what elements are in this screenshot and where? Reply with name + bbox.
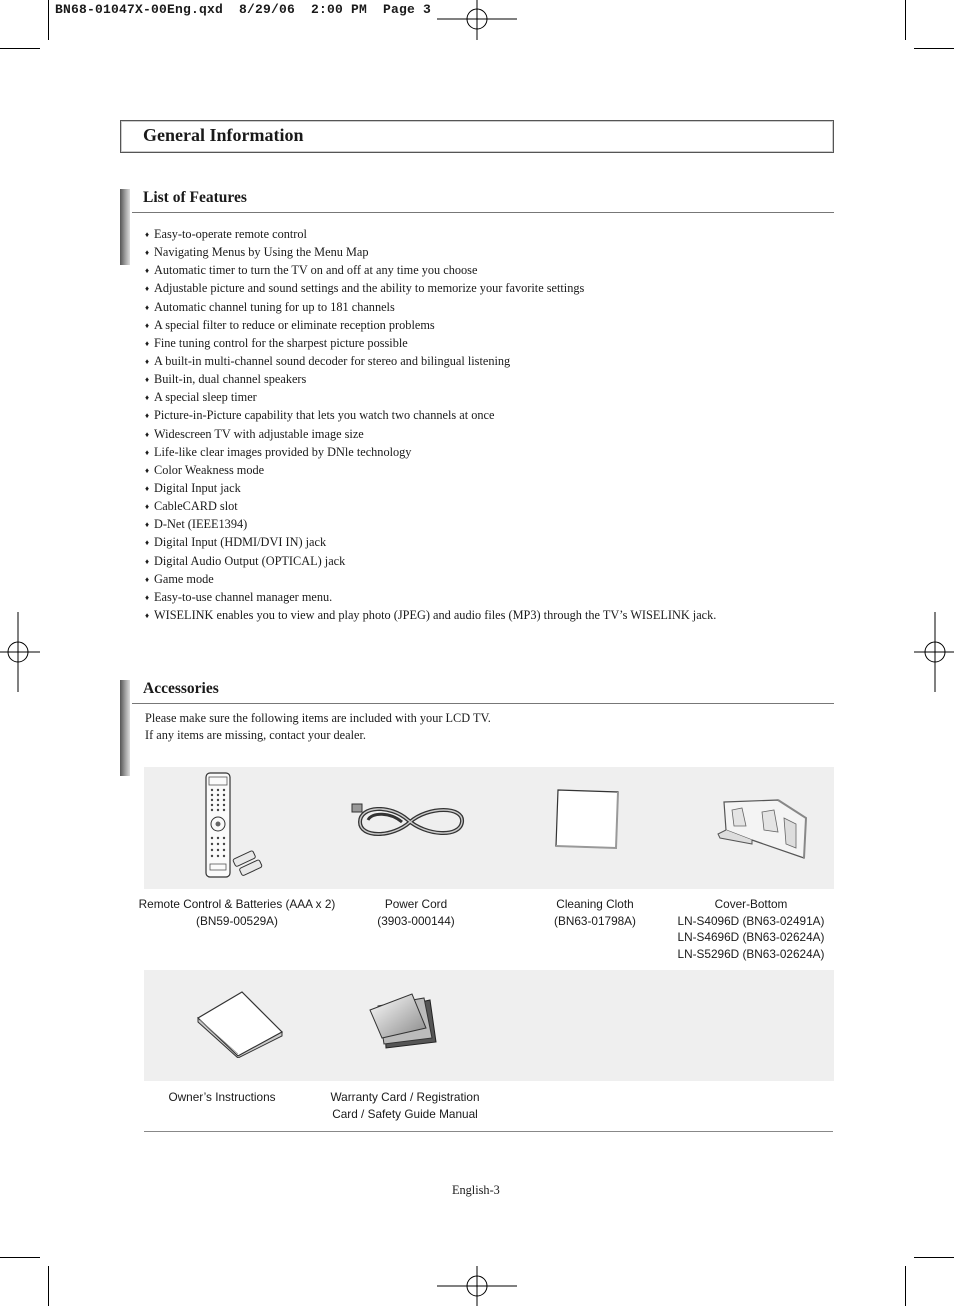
caption-owners-instructions: Owner’s Instructions bbox=[168, 1090, 276, 1104]
diamond-bullet-icon: ♦ bbox=[145, 393, 150, 403]
feature-text: CableCARD slot bbox=[154, 499, 238, 514]
feature-item bbox=[145, 279, 716, 297]
feature-text: Built-in, dual channel speakers bbox=[154, 372, 307, 387]
caption-cleaning-cloth: Cleaning Cloth (BN63-01798A) bbox=[554, 897, 636, 928]
feature-item bbox=[145, 334, 716, 352]
diamond-bullet-icon: ♦ bbox=[145, 447, 150, 457]
feature-item bbox=[145, 552, 716, 570]
diamond-bullet-icon: ♦ bbox=[145, 610, 150, 620]
feature-text: WISELINK enables you to view and play photo (JPEG) and audio files (MP3) through the TV’s WISELINK jack. bbox=[154, 607, 717, 622]
feature-item bbox=[145, 352, 716, 370]
feature-text: Easy-to-operate remote control bbox=[154, 227, 307, 241]
feature-item bbox=[145, 606, 716, 624]
feature-item bbox=[145, 588, 716, 606]
feature-text: Digital Audio Output (OPTICAL) jack bbox=[154, 553, 346, 568]
page-title: General Information bbox=[143, 125, 304, 145]
owners-instructions-icon bbox=[194, 988, 286, 1058]
diamond-bullet-icon: ♦ bbox=[145, 356, 150, 366]
diamond-bullet-icon: ♦ bbox=[145, 429, 150, 439]
diamond-bullet-icon: ♦ bbox=[145, 302, 150, 312]
diamond-bullet-icon: ♦ bbox=[145, 465, 150, 475]
features-section-title: List of Features bbox=[143, 189, 247, 206]
registration-mark-right bbox=[914, 612, 954, 692]
caption-warranty-card: Warranty Card / Registration Card / Safety Guide Manual bbox=[330, 1090, 480, 1121]
diamond-bullet-icon: ♦ bbox=[145, 592, 150, 602]
feature-list bbox=[145, 225, 716, 624]
feature-text: A special sleep timer bbox=[154, 390, 257, 405]
feature-text: Navigating Menus by Using the Menu Map bbox=[154, 245, 369, 260]
feature-item bbox=[145, 243, 716, 261]
diamond-bullet-icon: ♦ bbox=[145, 538, 150, 548]
feature-text: A built-in multi-channel sound decoder for stereo and bilingual listening bbox=[154, 353, 511, 368]
diamond-bullet-icon: ♦ bbox=[145, 375, 150, 385]
feature-text: Digital Input jack bbox=[154, 480, 241, 495]
feature-text: Picture-in-Picture capability that lets you watch two channels at once bbox=[154, 408, 495, 423]
accessories-intro-line1: Please make sure the following items are included with your LCD TV. bbox=[145, 711, 491, 725]
registration-mark-bottom bbox=[437, 1266, 517, 1306]
feature-item bbox=[145, 533, 716, 551]
caption-remote-control: Remote Control & Batteries (AAA x 2) (BN59-00529A) bbox=[138, 897, 336, 928]
features-section-rule bbox=[132, 212, 834, 213]
page-title-box bbox=[120, 120, 834, 153]
feature-item bbox=[145, 225, 716, 243]
remote-control-icon bbox=[196, 770, 266, 880]
feature-text: D-Net (IEEE1394) bbox=[154, 517, 248, 532]
registration-mark-left bbox=[0, 612, 40, 692]
feature-item bbox=[145, 298, 716, 316]
accessories-intro-line2: If any items are missing, contact your dealer. bbox=[145, 728, 366, 742]
diamond-bullet-icon: ♦ bbox=[145, 338, 150, 348]
diamond-bullet-icon: ♦ bbox=[145, 266, 150, 276]
power-cord-icon bbox=[350, 798, 470, 846]
feature-text: Easy-to-use channel manager menu. bbox=[154, 589, 333, 604]
diamond-bullet-icon: ♦ bbox=[145, 574, 150, 584]
feature-text: Game mode bbox=[154, 571, 214, 586]
section-bar-accessories bbox=[120, 680, 130, 776]
feature-text: A special filter to reduce or eliminate reception problems bbox=[154, 317, 435, 332]
diamond-bullet-icon: ♦ bbox=[145, 502, 150, 512]
diamond-bullet-icon: ♦ bbox=[145, 284, 150, 294]
feature-item bbox=[145, 370, 716, 388]
feature-text: Digital Input (HDMI/DVI IN) jack bbox=[154, 535, 327, 550]
diamond-bullet-icon: ♦ bbox=[145, 520, 150, 530]
feature-item bbox=[145, 479, 716, 497]
feature-text: Life-like clear images provided by DNle technology bbox=[154, 444, 412, 459]
feature-item bbox=[145, 425, 716, 443]
warranty-card-icon bbox=[366, 992, 438, 1050]
feature-text: Adjustable picture and sound settings and the ability to memorize your favorite settings bbox=[154, 281, 585, 296]
feature-item bbox=[145, 388, 716, 406]
diamond-bullet-icon: ♦ bbox=[145, 556, 150, 566]
diamond-bullet-icon: ♦ bbox=[145, 320, 150, 330]
caption-power-cord: Power Cord (3903-000144) bbox=[377, 897, 455, 928]
caption-cover-bottom: Cover-Bottom LN-S4096D (BN63-02491A) LN-S4696D (BN63-02624A) LN-S5296D (BN63-02624A) bbox=[677, 897, 825, 961]
feature-text: Automatic timer to turn the TV on and off at any time you choose bbox=[154, 263, 478, 278]
accessories-bottom-rule bbox=[144, 1131, 833, 1132]
accessories-intro bbox=[145, 710, 491, 744]
print-slug: BN68-01047X-00Eng.qxd 8/29/06 2:00 PM Page 3 bbox=[55, 2, 432, 17]
feature-text: Fine tuning control for the sharpest picture possible bbox=[154, 335, 408, 350]
feature-item bbox=[145, 515, 716, 533]
feature-item bbox=[145, 570, 716, 588]
cover-bottom-icon bbox=[712, 796, 812, 862]
feature-text: Automatic channel tuning for up to 181 channels bbox=[154, 299, 395, 314]
cleaning-cloth-icon bbox=[552, 786, 624, 852]
diamond-bullet-icon: ♦ bbox=[145, 230, 150, 239]
feature-item bbox=[145, 406, 716, 424]
feature-item bbox=[145, 443, 716, 461]
registration-mark-top bbox=[437, 0, 517, 40]
section-bar-features bbox=[120, 189, 130, 265]
feature-item bbox=[145, 497, 716, 515]
feature-text: Color Weakness mode bbox=[154, 462, 265, 477]
diamond-bullet-icon: ♦ bbox=[145, 411, 150, 421]
feature-item bbox=[145, 261, 716, 279]
diamond-bullet-icon: ♦ bbox=[145, 248, 150, 258]
page-number: English-3 bbox=[452, 1183, 500, 1197]
feature-item bbox=[145, 461, 716, 479]
feature-text: Widescreen TV with adjustable image size bbox=[154, 426, 364, 441]
accessories-section-title: Accessories bbox=[143, 680, 219, 697]
diamond-bullet-icon: ♦ bbox=[145, 483, 150, 493]
accessories-section-rule bbox=[132, 703, 834, 704]
feature-item bbox=[145, 316, 716, 334]
